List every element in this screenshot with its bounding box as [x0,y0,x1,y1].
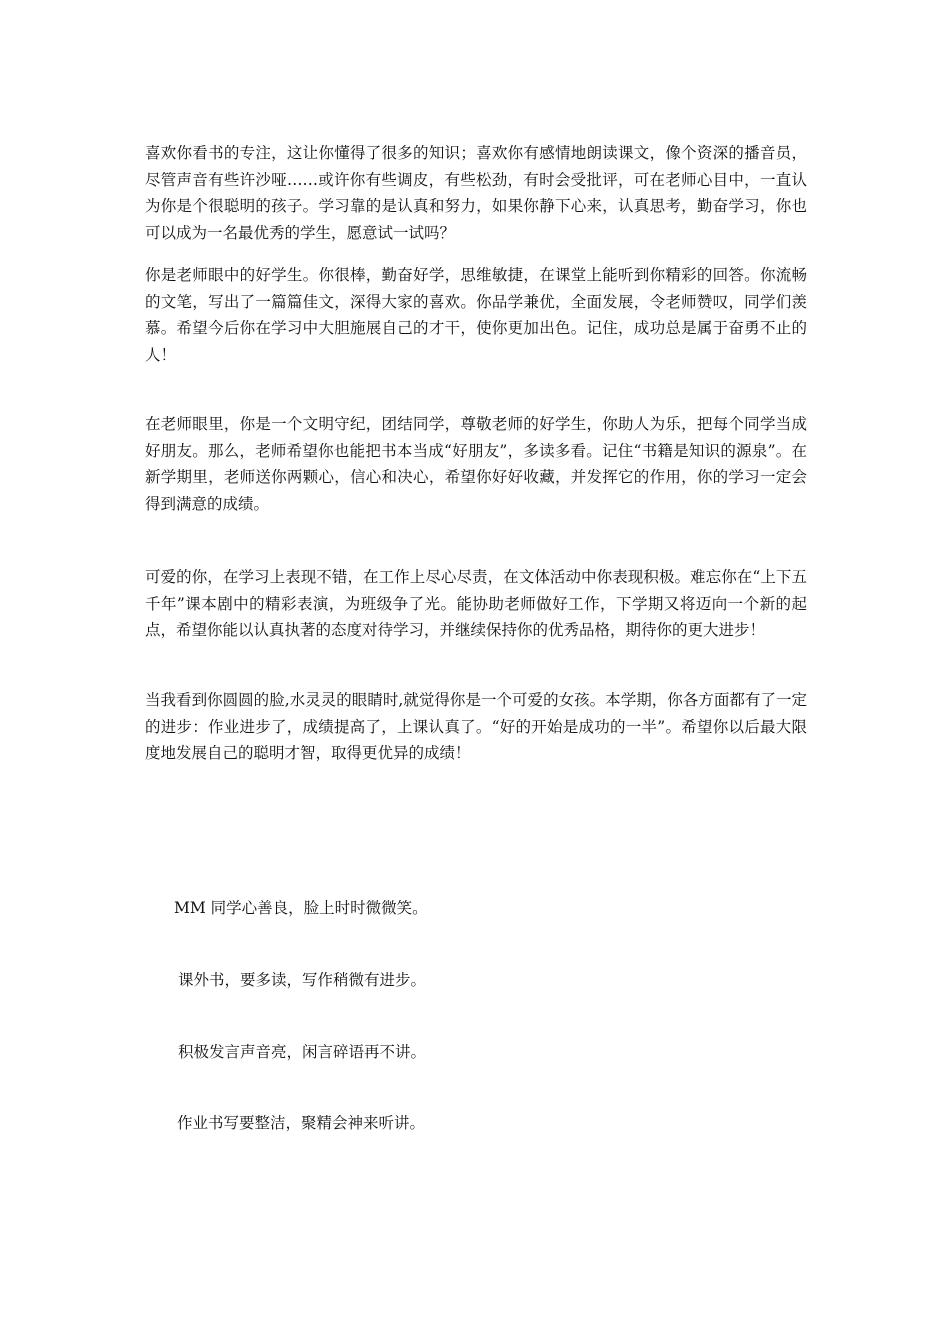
comment-paragraph-4: 可爱的你，在学习上表现不错，在工作上尽心尽责，在文体活动中你表现积极。难忘你在“上下五千年”课本剧中的精彩表演，为班级争了光。能协助老师做好工作，下学期又将迈向一个新的起点，希望你能以认真执著的态度对待学习，并继续保持你的优秀品格，期待你的更大进步！ [145,568,807,639]
verse-line-2: 课外书，要多读，写作稍微有进步。 [178,971,427,989]
verse-line-3: 积极发言声音亮，闲言碎语再不讲。 [178,1043,427,1061]
comment-paragraph-1: 喜欢你看书的专注，这让你懂得了很多的知识；喜欢你有感情地朗读课文，像个资深的播音员，尽管声音有些许沙哑……或许你有些调皮，有些松劲，有时会受批评，可在老师心目中，一直认为你是个很聪明的孩子。学习靠的是认真和努力，如果你静下心来，认真思考，勤奋学习，你也可以成为一名最优秀的学生，愿意试一试吗？ [145,144,807,242]
comment-paragraph-5: 当我看到你圆圆的脸,水灵灵的眼睛时,就觉得你是一个可爱的女孩。本学期，你各方面都有了一定的进步：作业进步了，成绩提高了，上课认真了。“好的开始是成功的一半”。希望你以后最大限度地发展自己的聪明才智，取得更优异的成绩！ [145,691,807,762]
comment-paragraph-3: 在老师眼里，你是一个文明守纪，团结同学，尊敬老师的好学生，你助人为乐，把每个同学当成好朋友。那么，老师希望你也能把书本当成“好朋友”，多读多看。记住“书籍是知识的源泉”。在新学期里，老师送你两颗心，信心和决心，希望你好好收藏，并发挥它的作用，你的学习一定会得到满意的成绩。 [145,415,807,513]
verse-line-4: 作业书写要整洁，聚精会神来听讲。 [177,1114,426,1132]
verse-line-1: MM 同学心善良，脸上时时微微笑。 [174,899,428,917]
comment-paragraph-2: 你是老师眼中的好学生。你很棒，勤奋好学，思维敏捷，在课堂上能听到你精彩的回答。你流畅的文笔，写出了一篇篇佳文，深得大家的喜欢。你品学兼优，全面发展，令老师赞叹，同学们羡慕。希望今后你在学习中大胆施展自己的才干，使你更加出色。记住，成功总是属于奋勇不止的人！ [145,266,807,364]
